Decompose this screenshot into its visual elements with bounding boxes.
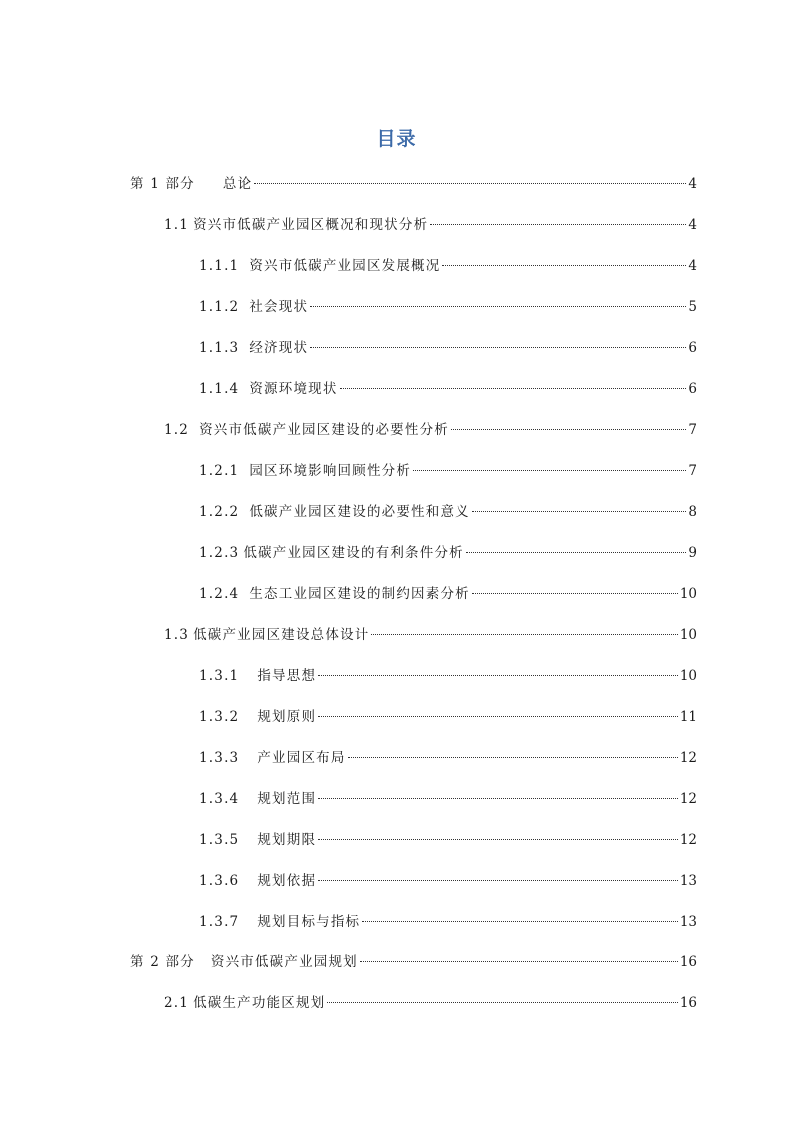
dot-leader	[442, 250, 686, 270]
toc-entry[interactable]	[130, 946, 697, 970]
dot-leader	[360, 946, 678, 966]
dot-leader	[348, 742, 678, 762]
dot-leader	[362, 906, 678, 926]
toc-entry-page-number: 16	[679, 954, 697, 970]
toc-entry-page-number: 16	[679, 995, 697, 1011]
toc-entry-number: 1.3.6	[199, 873, 240, 889]
toc-entry-page-number: 12	[679, 791, 697, 807]
toc-entry[interactable]	[199, 250, 697, 274]
toc-entry[interactable]	[199, 578, 697, 602]
toc-entry[interactable]	[199, 824, 697, 848]
toc-entry-page-number: 9	[688, 545, 697, 561]
toc-entry-page-number: 13	[679, 914, 697, 930]
toc-entry-number: 1.3.4	[199, 791, 240, 807]
toc-entry-label: 规划期限	[257, 832, 317, 848]
toc-entry-number: 1.3.2	[199, 709, 240, 725]
toc-entry-page-number: 4	[688, 258, 697, 274]
dot-leader	[413, 455, 686, 475]
toc-entry-label: 指导思想	[257, 668, 317, 684]
dot-leader	[466, 537, 687, 557]
dot-leader	[430, 209, 686, 229]
toc-entry-number: 1.2.4	[199, 586, 240, 602]
toc-entry-number: 2.1	[164, 995, 190, 1011]
toc-entry-page-number: 12	[679, 832, 697, 848]
dot-leader	[318, 660, 678, 680]
toc-entry[interactable]	[199, 865, 697, 889]
dot-leader	[254, 168, 686, 188]
dot-leader	[340, 373, 687, 393]
toc-entry-label: 资兴市低碳产业园区发展概况	[249, 258, 441, 274]
dot-leader	[318, 865, 678, 885]
toc-entry[interactable]	[199, 660, 697, 684]
toc-entry-label: 规划范围	[257, 791, 317, 807]
toc-entry-label: 资兴市低碳产业园区建设的必要性分析	[199, 422, 449, 438]
toc-entry-label: 低碳产业园区建设总体设计	[193, 627, 370, 643]
toc-entry-number: 1.1.2	[199, 299, 240, 315]
toc-entry-page-number: 7	[688, 463, 697, 479]
dot-leader	[310, 332, 686, 352]
toc-entry[interactable]	[130, 168, 697, 192]
toc-entry[interactable]	[199, 455, 697, 479]
dot-leader	[318, 783, 678, 803]
dot-leader	[310, 291, 686, 311]
toc-entry-label: 资兴市低碳产业园区概况和现状分析	[193, 217, 429, 233]
toc-entry-label: 总论	[222, 176, 253, 192]
toc-entry[interactable]	[199, 373, 697, 397]
toc-entry-label: 规划原则	[257, 709, 317, 725]
toc-entry-page-number: 4	[688, 176, 697, 192]
dot-leader	[318, 701, 678, 721]
dot-leader	[371, 619, 677, 639]
toc-entry-label: 规划依据	[257, 873, 317, 889]
toc-title: 目录	[376, 128, 417, 150]
toc-entry[interactable]	[164, 209, 697, 233]
toc-entry-number: 1.2	[164, 422, 190, 438]
toc-entry-page-number: 10	[679, 586, 697, 602]
toc-entry-number: 1.3	[164, 627, 190, 643]
toc-entry-number: 1.3.5	[199, 832, 240, 848]
toc-entry-number: 第 2 部分	[130, 954, 195, 970]
dot-leader	[318, 824, 678, 844]
toc-entry-page-number: 8	[688, 504, 697, 520]
toc-entry-label: 低碳生产功能区规划	[193, 995, 326, 1011]
toc-entry-page-number: 6	[688, 381, 697, 397]
toc-entry-number: 1.2.2	[199, 504, 240, 520]
toc-entry-number: 1.3.1	[199, 668, 240, 684]
toc-entry[interactable]	[199, 783, 697, 807]
toc-entry-number: 1.1.4	[199, 381, 240, 397]
toc-entry[interactable]	[164, 987, 697, 1011]
toc-entry-number: 1.2.3	[199, 545, 240, 561]
toc-entry-page-number: 10	[679, 627, 697, 643]
toc-entry[interactable]	[199, 701, 697, 725]
toc-entry-label: 资源环境现状	[249, 381, 338, 397]
toc-entry-number: 1.2.1	[199, 463, 240, 479]
toc-entry[interactable]	[164, 619, 697, 643]
toc-entry-label: 低碳产业园区建设的必要性和意义	[249, 504, 470, 520]
toc-entry-number: 第 1 部分	[130, 176, 195, 192]
toc-entry-page-number: 10	[679, 668, 697, 684]
toc-entry[interactable]	[164, 414, 697, 438]
toc-entry-page-number: 6	[688, 340, 697, 356]
toc-entry-page-number: 12	[679, 750, 697, 766]
toc-entry-label: 资兴市低碳产业园规划	[210, 954, 358, 970]
toc-entry[interactable]	[199, 332, 697, 356]
toc-entry-page-number: 13	[679, 873, 697, 889]
toc-entry[interactable]	[199, 742, 697, 766]
dot-leader	[472, 578, 678, 598]
toc-entry-number: 1.3.7	[199, 914, 240, 930]
toc-entry-number: 1.1	[164, 217, 190, 233]
toc-entry-label: 经济现状	[249, 340, 309, 356]
toc-entry[interactable]	[199, 537, 697, 561]
toc-entry-label: 低碳产业园区建设的有利条件分析	[243, 545, 464, 561]
toc-entry-label: 生态工业园区建设的制约因素分析	[249, 586, 470, 602]
toc-entry-page-number: 11	[679, 709, 697, 725]
dot-leader	[472, 496, 687, 516]
toc-entry-label: 园区环境影响回顾性分析	[249, 463, 412, 479]
toc-entry-page-number: 7	[688, 422, 697, 438]
toc-entry[interactable]	[199, 496, 697, 520]
toc-entry-number: 1.1.3	[199, 340, 240, 356]
toc-entry-label: 产业园区布局	[257, 750, 346, 766]
toc-entry[interactable]	[199, 291, 697, 315]
toc-entry-page-number: 4	[688, 217, 697, 233]
toc-entry-label: 规划目标与指标	[257, 914, 361, 930]
toc-entry-label: 社会现状	[249, 299, 309, 315]
toc-entry[interactable]	[199, 906, 697, 930]
toc-entry-page-number: 5	[688, 299, 697, 315]
dot-leader	[451, 414, 686, 434]
toc-entry-number: 1.1.1	[199, 258, 240, 274]
toc-entry-number: 1.3.3	[199, 750, 240, 766]
dot-leader	[327, 987, 677, 1007]
